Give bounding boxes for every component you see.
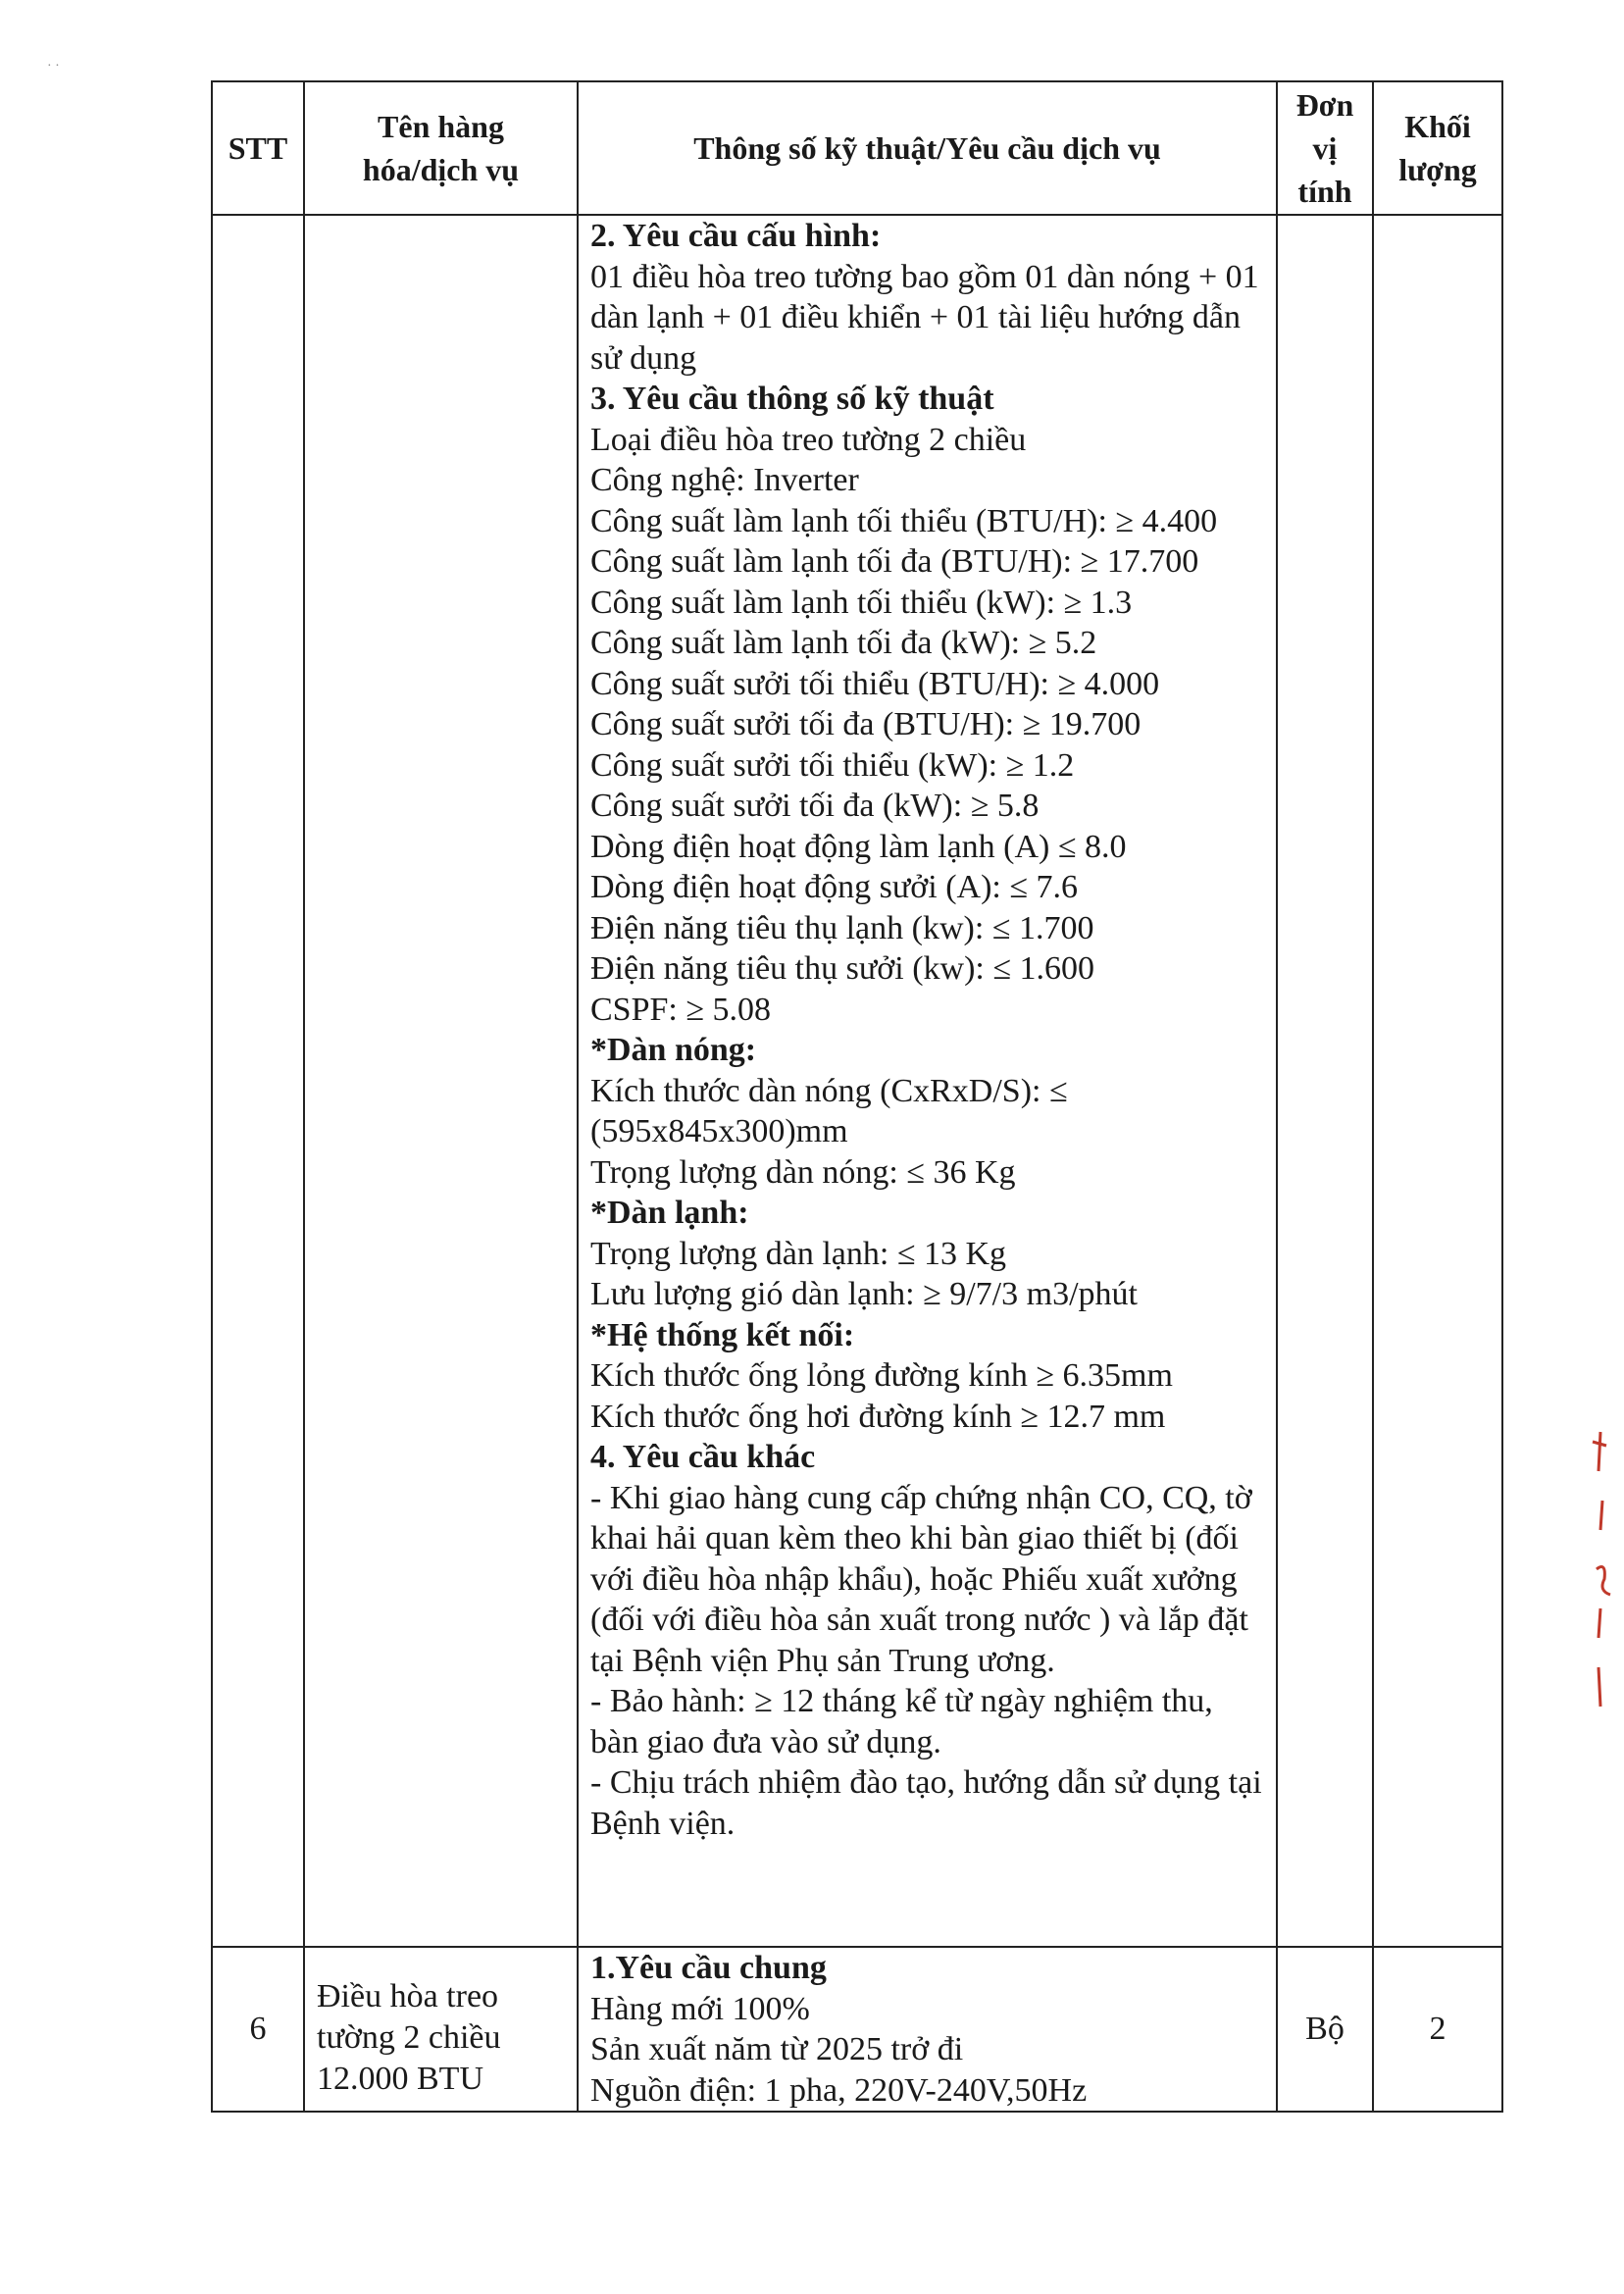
spec-line: Kích thước dàn nóng (CxRxD/S): ≤ (595x845x300)mm	[590, 1072, 1068, 1149]
spec-lines	[590, 1948, 1268, 2111]
cell-unit	[1277, 215, 1373, 1947]
spec-heading: 2. Yêu cầu cấu hình:	[590, 218, 882, 254]
spec-line: Điện năng tiêu thụ lạnh (kw): ≤ 1.700	[590, 909, 1094, 946]
spec-heading: *Dàn nóng:	[590, 1032, 757, 1068]
cell-spec-continued	[578, 215, 1277, 1947]
spec-line: Công suất làm lạnh tối đa (BTU/H): ≥ 17.700	[590, 543, 1199, 580]
spec-line: Công nghệ: Inverter	[590, 462, 859, 498]
table-header-row	[212, 81, 1502, 215]
spec-line: Công suất sưởi tối thiểu (kW): ≥ 1.2	[590, 746, 1075, 784]
spec-lines	[590, 216, 1268, 1844]
spec-line: - Khi giao hàng cung cấp chứng nhận CO, CQ, tờ khai hải quan kèm theo khi bàn giao thiết bị (đối với điều hòa nhập khẩu), hoặc Phiếu xuất xưởng (đối với điều hòa sản xuất trong nước ) và lắp đặt tại Bệnh viện Phụ sản Trung ương.	[590, 1479, 1252, 1679]
spec-line: Lưu lượng gió dàn lạnh: ≥ 9/7/3 m3/phút	[590, 1276, 1138, 1312]
spec-line: Công suất sưởi tối đa (kW): ≥ 5.8	[590, 788, 1040, 824]
spec-line: Hàng mới 100%	[590, 1990, 810, 2027]
spec-line: Công suất làm lạnh tối thiểu (kW): ≥ 1.3	[590, 584, 1133, 621]
spec-line: CSPF: ≥ 5.08	[590, 991, 772, 1028]
header-stt: STT	[212, 81, 304, 215]
cell-qty	[1373, 215, 1502, 1947]
spec-table	[211, 80, 1503, 2113]
spec-line: Nguồn điện: 1 pha, 220V-240V,50Hz	[590, 2071, 1088, 2109]
header-spec: Thông số kỹ thuật/Yêu cầu dịch vụ	[578, 81, 1277, 215]
header-name: Tên hàng hóa/dịch vụ	[304, 81, 578, 215]
spec-line: Sản xuất năm từ 2025 trở đi	[590, 2031, 964, 2067]
spec-line: Công suất sưởi tối thiểu (BTU/H): ≥ 4.000	[590, 665, 1160, 702]
spec-line: Công suất làm lạnh tối đa (kW): ≥ 5.2	[590, 625, 1097, 661]
spec-heading: 1.Yêu cầu chung	[590, 1950, 827, 1986]
spec-heading: *Dàn lạnh:	[590, 1195, 749, 1231]
spec-line: Trọng lượng dàn lạnh: ≤ 13 Kg	[590, 1235, 1007, 1272]
cell-spec	[578, 1947, 1277, 2112]
spec-line: Công suất sưởi tối đa (BTU/H): ≥ 19.700	[590, 706, 1142, 742]
spec-line: 01 điều hòa treo tường bao gồm 01 dàn nóng + 01 dàn lạnh + 01 điều khiển + 01 tài liệu hướng dẫn sử dụng	[590, 258, 1259, 377]
spec-line: - Chịu trách nhiệm đào tạo, hướng dẫn sử dụng tại Bệnh viện.	[590, 1764, 1262, 1842]
spec-line: Dòng điện hoạt động sưởi (A): ≤ 7.6	[590, 869, 1079, 905]
table-row	[212, 1947, 1502, 2112]
spec-heading: *Hệ thống kết nối:	[590, 1316, 855, 1353]
scan-speck: · ·	[47, 59, 60, 74]
spec-line: Điện năng tiêu thụ sưởi (kw): ≤ 1.600	[590, 950, 1095, 987]
cell-stt: 6	[212, 1947, 304, 2112]
spec-line: Trọng lượng dàn nóng: ≤ 36 Kg	[590, 1153, 1016, 1191]
header-unit: Đơn vị tính	[1277, 81, 1373, 215]
cell-unit: Bộ	[1277, 1947, 1373, 2112]
spec-line: - Bảo hành: ≥ 12 tháng kể từ ngày nghiệm thu, bàn giao đưa vào sử dụng.	[590, 1683, 1213, 1760]
cell-qty: 2	[1373, 1947, 1502, 2112]
margin-handwriting-mark	[1579, 1412, 1618, 1726]
cell-stt	[212, 215, 304, 1947]
spec-line: Công suất làm lạnh tối thiểu (BTU/H): ≥ 4.400	[590, 502, 1218, 539]
cell-name	[304, 215, 578, 1947]
header-qty: Khối lượng	[1373, 81, 1502, 215]
table-row	[212, 215, 1502, 1947]
spec-line: Dòng điện hoạt động làm lạnh (A) ≤ 8.0	[590, 828, 1127, 865]
cell-name: Điều hòa treo tường 2 chiều 12.000 BTU	[304, 1947, 578, 2112]
spec-line: Kích thước ống lỏng đường kính ≥ 6.35mm	[590, 1357, 1173, 1394]
spec-line: Kích thước ống hơi đường kính ≥ 12.7 mm	[590, 1398, 1166, 1435]
spec-heading: 3. Yêu cầu thông số kỹ thuật	[590, 381, 994, 417]
spec-heading: 4. Yêu cầu khác	[590, 1439, 816, 1475]
spec-line: Loại điều hòa treo tường 2 chiều	[590, 421, 1027, 458]
